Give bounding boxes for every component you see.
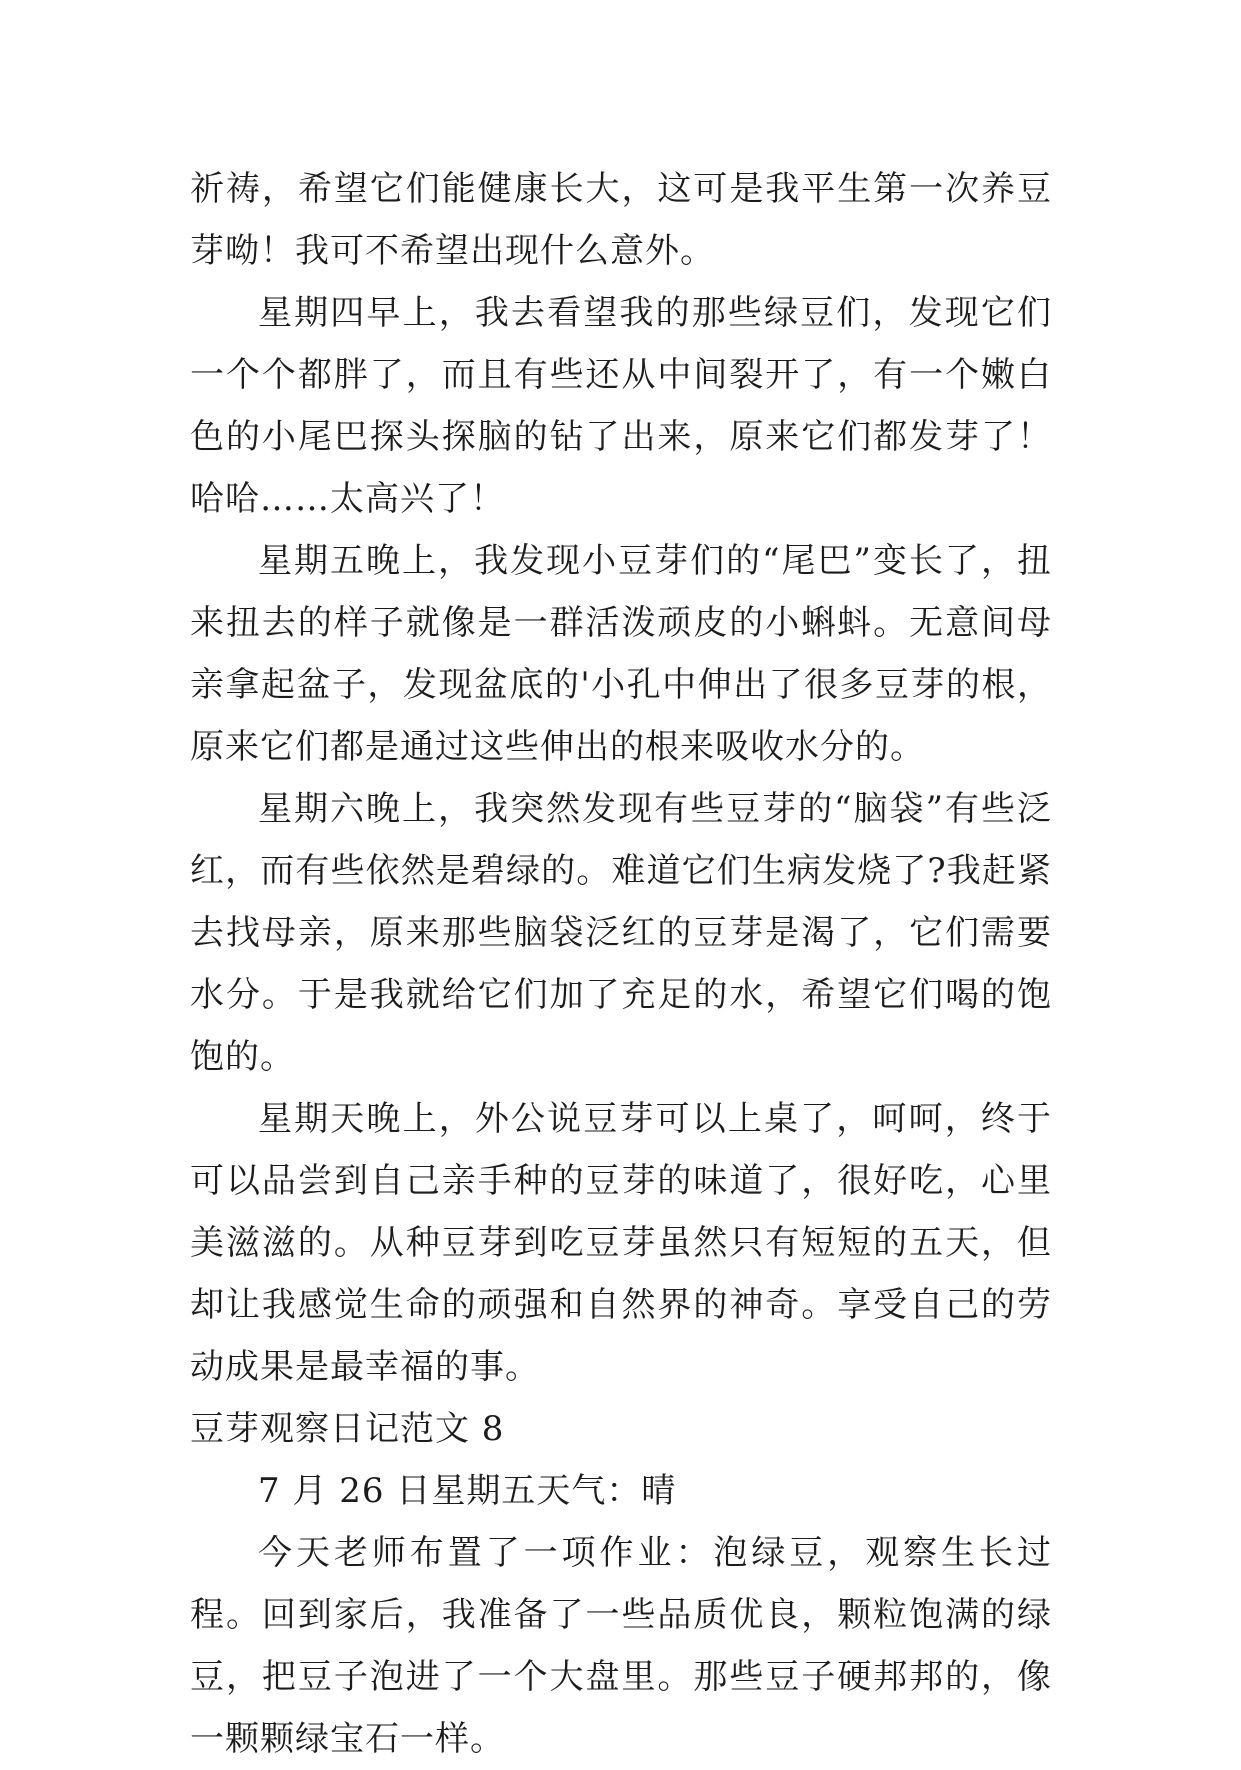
paragraph-continuation: 祈祷，希望它们能健康长大，这可是我平生第一次养豆芽呦！我可不希望出现什么意外。 (190, 169, 1052, 271)
section-heading: 豆芽观察日记范文 8 (190, 1409, 505, 1449)
paragraph-saturday: 星期六晚上，我突然发现有些豆芽的“脑袋”有些泛红，而有些依然是碧绿的。难道它们生病发烧了?我赶紧去找母亲，原来那些脑袋泛红的豆芽是渴了，它们需要水分。于是我就给它们加了充足的水，希望它们喝的饱饱的。 (190, 789, 1052, 1077)
document-body (190, 158, 1052, 1770)
paragraph-friday: 星期五晚上，我发现小豆芽们的“尾巴”变长了，扭来扭去的样子就像是一群活泼顽皮的小蝌蚪。无意间母亲拿起盆子，发现盆底的'小孔中伸出了很多豆芽的根，原来它们都是通过这些伸出的根来吸收水分的。 (190, 541, 1052, 767)
date-weather-line: 7 月 26 日星期五天气：晴 (258, 1471, 677, 1511)
paragraph-sunday: 星期天晚上，外公说豆芽可以上桌了，呵呵，终于可以品尝到自己亲手种的豆芽的味道了，很好吃，心里美滋滋的。从种豆芽到吃豆芽虽然只有短短的五天，但却让我感觉生命的顽强和自然界的神奇。享受自己的劳动成果是最幸福的事。 (190, 1099, 1052, 1387)
paragraph-thursday: 星期四早上，我去看望我的那些绿豆们，发现它们一个个都胖了，而且有些还从中间裂开了，有一个嫩白色的小尾巴探头探脑的钻了出来，原来它们都发芽了！哈哈……太高兴了！ (190, 293, 1052, 519)
paragraph-homework: 今天老师布置了一项作业：泡绿豆，观察生长过程。回到家后，我准备了一些品质优良，颗粒饱满的绿豆，把豆子泡进了一个大盘里。那些豆子硬邦邦的，像一颗颗绿宝石一样。 (190, 1533, 1052, 1759)
